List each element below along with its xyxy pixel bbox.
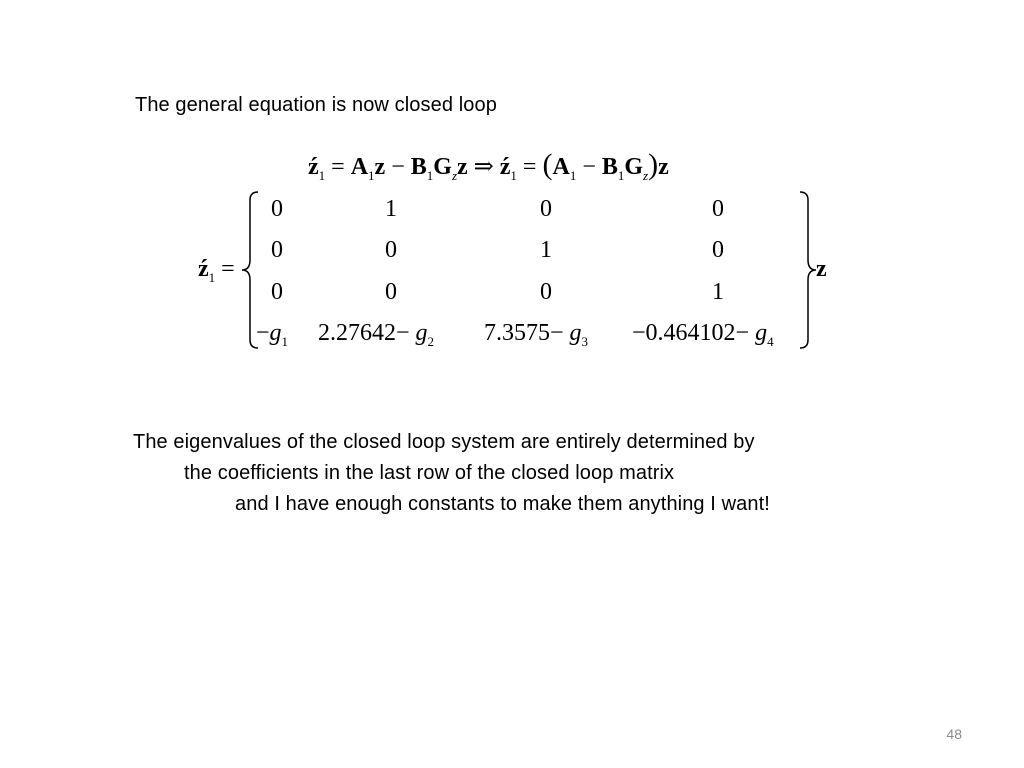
- eq-sub: 1: [510, 168, 517, 183]
- matrix-rhs-z: z: [816, 256, 827, 282]
- eq-z: z: [374, 154, 386, 180]
- eq-sub-z: z: [451, 168, 457, 183]
- eq-z: z: [457, 154, 468, 180]
- eq-equals: =: [522, 154, 537, 180]
- eq-lparen: (: [542, 148, 553, 181]
- matrix-cell: 0: [712, 237, 724, 263]
- eq-sub: 1: [426, 168, 434, 183]
- eq-sub: 1: [318, 168, 326, 183]
- matrix-cell-g3: $7.3575- g_3$: [484, 320, 589, 349]
- eq-sub-z: z: [643, 168, 649, 183]
- matrix-cell: 0: [712, 196, 724, 222]
- eq-A: A: [350, 154, 369, 180]
- eq-minus: −: [391, 154, 405, 180]
- implies-symbol: ⇒: [473, 154, 494, 180]
- eq-equals: =: [331, 154, 345, 180]
- intro-text: The general equation is now closed loop: [135, 94, 497, 116]
- eq-z-dot: z: [308, 154, 319, 180]
- eq-z: z: [658, 154, 669, 180]
- eq-sub: 1: [368, 168, 375, 183]
- eq-z-dot: z: [499, 154, 511, 180]
- body-line-2: the coefficients in the last row of the closed loop matrix: [184, 462, 675, 484]
- matrix-cell-g1: $-g_1$: [256, 320, 289, 349]
- matrix-cell: 1: [385, 196, 397, 222]
- matrix-cell-g4: $-0.464102- g_4$: [632, 320, 774, 349]
- body-line-1: The eigenvalues of the closed loop system are entirely determined by: [133, 431, 755, 453]
- matrix-cell: 1: [712, 279, 724, 305]
- matrix-cell-g2: $2.27642- g_2$: [318, 320, 435, 349]
- eq-G: G: [433, 154, 452, 180]
- closed-loop-equation: [308, 148, 669, 182]
- matrix-lhs: [198, 256, 235, 283]
- eq-B: B: [601, 154, 618, 180]
- eq-G: G: [624, 154, 644, 180]
- page-number: 48: [946, 726, 962, 742]
- matrix-cell: 0: [271, 279, 283, 305]
- matrix-cell: 0: [385, 279, 397, 305]
- body-line-3: and I have enough constants to make them anything I want!: [235, 493, 770, 515]
- eq-A: A: [552, 154, 570, 180]
- lhs-sub: 1: [208, 270, 216, 285]
- lhs-equals: =: [221, 256, 235, 282]
- matrix-cell: 1: [540, 237, 552, 263]
- matrix-cell: 0: [540, 279, 552, 305]
- eq-rparen: ): [648, 148, 659, 181]
- eq-sub: 1: [617, 168, 625, 183]
- matrix-cell: 0: [271, 237, 283, 263]
- matrix-cell: 0: [271, 196, 283, 222]
- eq-sub: 1: [569, 168, 577, 183]
- lhs-z-dot: z: [198, 256, 209, 282]
- matrix-cell: 0: [385, 237, 397, 263]
- eq-B: B: [410, 154, 427, 180]
- eq-minus: −: [582, 154, 596, 180]
- matrix-cell: 0: [540, 196, 552, 222]
